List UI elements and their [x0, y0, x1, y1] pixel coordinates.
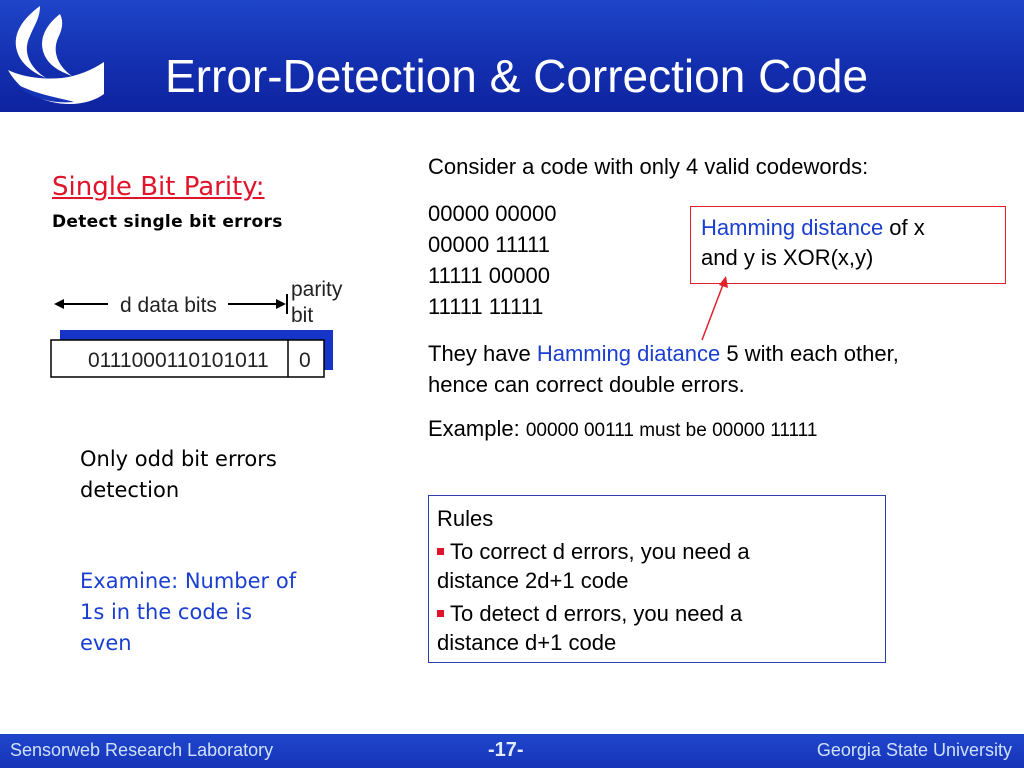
example-line — [428, 416, 817, 442]
examine-note-line2: 1s in the code is — [80, 600, 253, 624]
hamming-definition-rest: of x — [883, 215, 925, 240]
hamming-paragraph — [428, 338, 899, 400]
bullet-icon — [437, 610, 444, 617]
para-prefix: They have — [428, 341, 537, 366]
hamming-term: Hamming distance — [701, 215, 884, 240]
footer-university: Georgia State University — [816, 740, 1012, 760]
page-number: -17- — [488, 739, 524, 761]
footer-lab-name: Sensorweb Research Laboratory — [10, 740, 274, 760]
example-value: 00000 00111 must be 00000 11111 — [525, 420, 818, 441]
rules-title: Rules — [437, 506, 494, 531]
odd-errors-note-line2: detection — [80, 478, 180, 502]
examine-note-line3: even — [80, 631, 132, 655]
rule-line1: To correct d errors, you need a — [450, 539, 750, 564]
slide-header — [0, 0, 1024, 112]
data-bits-value: 0111000110101011 — [88, 349, 269, 372]
hamming-paragraph-line2: hence can correct double errors. — [428, 372, 745, 397]
rule-item — [437, 599, 877, 657]
codeword: 00000 00000 — [428, 201, 557, 226]
right-arrowhead — [276, 299, 286, 309]
rule-line2: distance d+1 code — [437, 630, 617, 655]
parity-label-line1: parity — [291, 278, 343, 301]
left-arrowhead — [54, 299, 64, 309]
section-heading: Single Bit Parity: — [52, 172, 265, 202]
examine-note — [80, 566, 296, 659]
bullet-icon — [437, 548, 444, 555]
parity-diagram — [48, 270, 348, 385]
hamming-paragraph-line1 — [428, 338, 899, 369]
rule-item — [437, 537, 877, 595]
parity-label-line2: bit — [291, 304, 314, 327]
slide-footer — [0, 734, 1024, 768]
para-highlight: Hamming diatance — [536, 341, 721, 366]
rules-box — [428, 495, 886, 663]
section-subheading: Detect single bit errors — [52, 212, 283, 232]
hamming-definition-line1 — [701, 213, 995, 243]
codeword-list — [428, 198, 556, 322]
page-title: Error-Detection & Correction Code — [165, 50, 869, 102]
hamming-definition-line2: and y is XOR(x,y) — [701, 245, 874, 270]
odd-errors-note — [80, 444, 277, 506]
parity-bit-value: 0 — [299, 349, 311, 372]
codeword: 11111 00000 — [428, 263, 550, 288]
rule-line2: distance 2d+1 code — [437, 568, 629, 593]
codeword: 00000 11111 — [428, 232, 550, 257]
examine-note-line1: Examine: Number of — [80, 569, 297, 593]
codeword: 11111 11111 — [428, 294, 544, 319]
rule-line1: To detect d errors, you need a — [450, 601, 743, 626]
data-bits-label: d data bits — [120, 294, 217, 317]
flame-logo-icon — [0, 0, 112, 112]
intro-text: Consider a code with only 4 valid codewords: — [428, 154, 869, 179]
odd-errors-note-line1: Only odd bit errors — [80, 447, 277, 471]
para-suffix: 5 with each other, — [720, 341, 899, 366]
example-label: Example: — [428, 416, 526, 441]
